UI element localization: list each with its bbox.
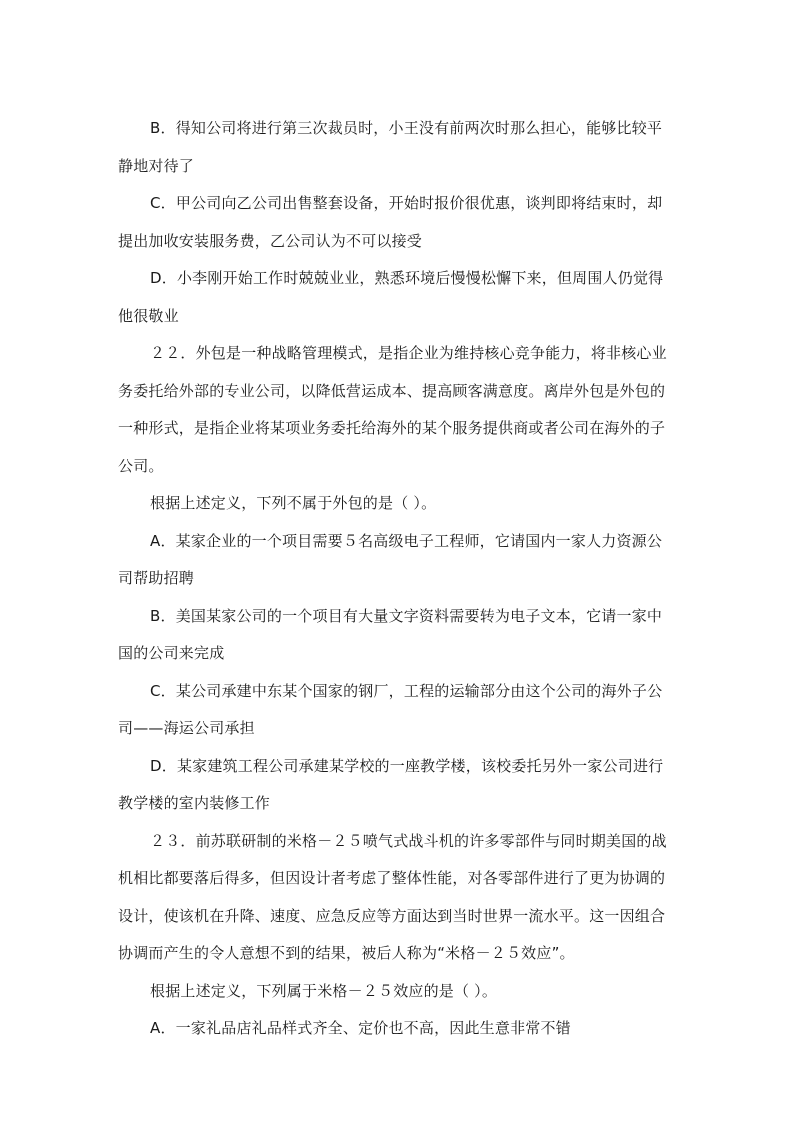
option-a-q22: A．某家企业的一个项目需要５名高级电子工程师，它请国内一家人力资源公司帮助招聘 [118, 531, 663, 587]
question-22-prompt: 根据上述定义，下列不属于外包的是（ ）。 [150, 494, 437, 512]
option-b-q22: B．美国某家公司的一个项目有大量文字资料需要转为电子文本，它请一家中国的公司来完成 [118, 606, 663, 662]
question-22-definition: ２２．外包是一种战略管理模式，是指企业为维持核心竞争能力，将非核心业务委托给外部的专业公司，以降低营运成本、提高顾客满意度。离岸外包是外包的一种形式，是指企业将某项业务委托给海外的某个服务提供商或者公司在海外的子公司。 [118, 344, 667, 475]
question-23-prompt: 根据上述定义，下列属于米格－２５效应的是（ ）。 [150, 981, 498, 1000]
option-d-q21: D．小李刚开始工作时兢兢业业，熟悉环境后慢慢松懈下来，但周围人仍觉得他很敬业 [118, 269, 664, 325]
document-body [118, 110, 676, 1048]
option-c-q21: C．甲公司向乙公司出售整套设备，开始时报价很优惠，谈判即将结束时，却提出加收安装服务费，乙公司认为不可以接受 [118, 194, 663, 250]
option-a-q23: A．一家礼品店礼品样式齐全、定价也不高，因此生意非常不错 [150, 1019, 571, 1037]
question-23-definition: ２３．前苏联研制的米格－２５喷气式战斗机的许多零部件与同时期美国的战机相比都要落后得多，但因设计者考虑了整体性能，对各零部件进行了更为协调的设计，使该机在升降、速度、应急反应等方面达到当时世界一流水平。这一因组合协调而产生的令人意想不到的结果，被后人称为“米格－２５效应”。 [118, 831, 667, 962]
option-c-q22: C．某公司承建中东某个国家的钢厂，工程的运输部分由这个公司的海外子公司——海运公司承担 [118, 681, 663, 737]
option-b-q21: B．得知公司将进行第三次裁员时，小王没有前两次时那么担心，能够比较平静地对待了 [118, 119, 663, 175]
option-d-q22: D．某家建筑工程公司承建某学校的一座教学楼，该校委托另外一家公司进行教学楼的室内装修工作 [118, 756, 664, 812]
